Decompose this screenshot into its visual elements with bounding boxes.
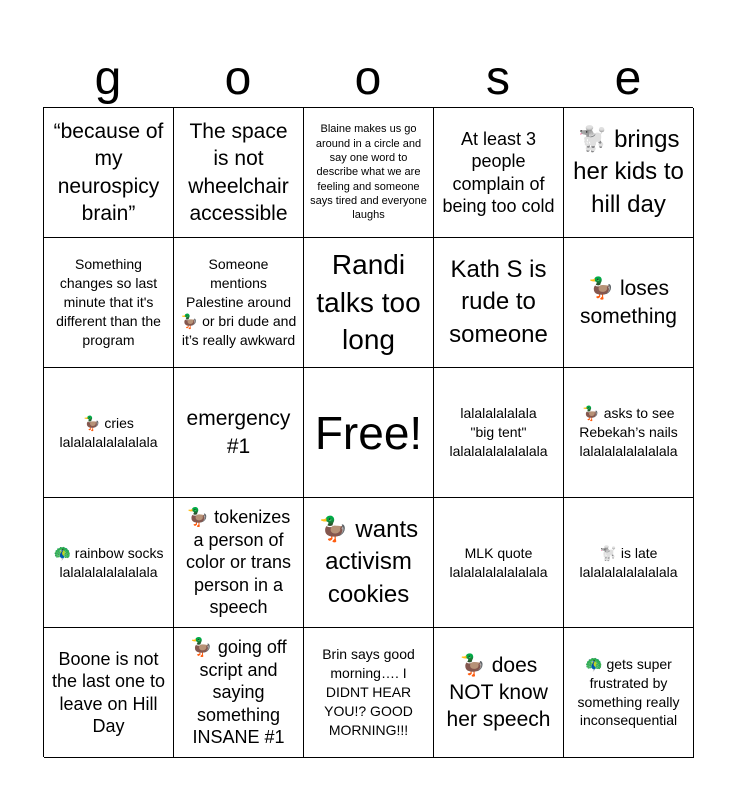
bingo-cell-text: 🦆 going off script and saying something INSANE #1 (190, 637, 287, 748)
bingo-cell-5-4[interactable] (434, 628, 564, 758)
bingo-cell-text: Something changes so last minute that it's different than the program (56, 256, 161, 348)
bingo-cell-5-5[interactable] (564, 628, 694, 758)
bingo-cell-text: “because of my neurospicy brain” (53, 119, 164, 225)
bingo-cell-text: Brin says good morning…. I DIDNT HEAR YOU!? GOOD MORNING!!! (322, 646, 415, 738)
bingo-cell-4-1[interactable] (44, 498, 174, 628)
bingo-cell-text: emergency #1 (186, 407, 291, 458)
bingo-cell-text: 🐩 brings her kids to hill day (573, 125, 684, 218)
bingo-cell-5-1[interactable] (44, 628, 174, 758)
header-letter-g: g (94, 52, 122, 105)
bingo-cell-text: The space is not wheelchair accessible (188, 119, 289, 225)
bingo-board (43, 107, 693, 757)
bingo-cell-2-2[interactable] (174, 238, 304, 368)
bingo-cell-text: Free! (314, 406, 423, 459)
bingo-cell-1-2[interactable] (174, 108, 304, 238)
header-letter-o-1: o (224, 52, 252, 105)
bingo-cell-3-1[interactable] (44, 368, 174, 498)
bingo-cell-1-1[interactable] (44, 108, 174, 238)
header-letter-s: s (486, 52, 510, 105)
bingo-cell-text: 🐩 is late lalalalalalalalala (579, 544, 678, 580)
bingo-cell-text: 🦆 wants activism cookies (318, 515, 419, 608)
bingo-cell-text: 🦆 cries lalalalalalalalala (59, 414, 158, 450)
bingo-cell-text: lalalalalalala "big tent" lalalalalalalalala (449, 405, 548, 459)
bingo-cell-1-3[interactable] (304, 108, 434, 238)
bingo-cell-text: 🦚 gets super frustrated by something really inconsequential (577, 655, 680, 729)
bingo-cell-4-2[interactable] (174, 498, 304, 628)
bingo-cell-4-4[interactable] (434, 498, 564, 628)
bingo-cell-text: Randi talks too long (316, 248, 421, 356)
bingo-cell-1-4[interactable] (434, 108, 564, 238)
bingo-cell-3-4[interactable] (434, 368, 564, 498)
bingo-cell-text: 🦆 does NOT know her speech (446, 653, 551, 732)
bingo-cell-text: Kath S is rude to someone (449, 255, 548, 348)
bingo-cell-4-3[interactable] (304, 498, 434, 628)
bingo-cell-text: 🦆 loses something (580, 277, 677, 328)
bingo-cell-3-3[interactable] (304, 368, 434, 498)
bingo-cell-5-2[interactable] (174, 628, 304, 758)
bingo-cell-2-3[interactable] (304, 238, 434, 368)
bingo-cell-5-3[interactable] (304, 628, 434, 758)
bingo-cell-4-5[interactable] (564, 498, 694, 628)
bingo-cell-text: MLK quote lalalalalalalalala (449, 544, 548, 580)
bingo-cell-2-1[interactable] (44, 238, 174, 368)
bingo-cell-text: 🦆 tokenizes a person of color or trans person in a speech (185, 507, 292, 618)
bingo-cell-2-4[interactable] (434, 238, 564, 368)
bingo-cell-2-5[interactable] (564, 238, 694, 368)
bingo-cell-3-5[interactable] (564, 368, 694, 498)
bingo-cell-text: Someone mentions Palestine around 🦆 or bri dude and it’s really awkward (180, 256, 297, 348)
bingo-cell-text: Blaine makes us go around in a circle and say one word to describe what we are feeling and someone says tired and everyone laughs (310, 123, 427, 222)
bingo-header (43, 50, 693, 108)
bingo-cell-3-2[interactable] (174, 368, 304, 498)
header-letter-e: e (614, 52, 642, 105)
bingo-cell-text: 🦚 rainbow socks lalalalalalalalala (53, 544, 164, 580)
bingo-cell-text: 🦆 asks to see Rebekah’s nails lalalalalalalalala (579, 405, 678, 459)
bingo-cell-1-5[interactable] (564, 108, 694, 238)
bingo-cell-text: Boone is not the last one to leave on Hill Day (51, 648, 166, 736)
bingo-cell-text: At least 3 people complain of being too cold (442, 128, 555, 216)
header-letter-o-2: o (354, 52, 382, 105)
